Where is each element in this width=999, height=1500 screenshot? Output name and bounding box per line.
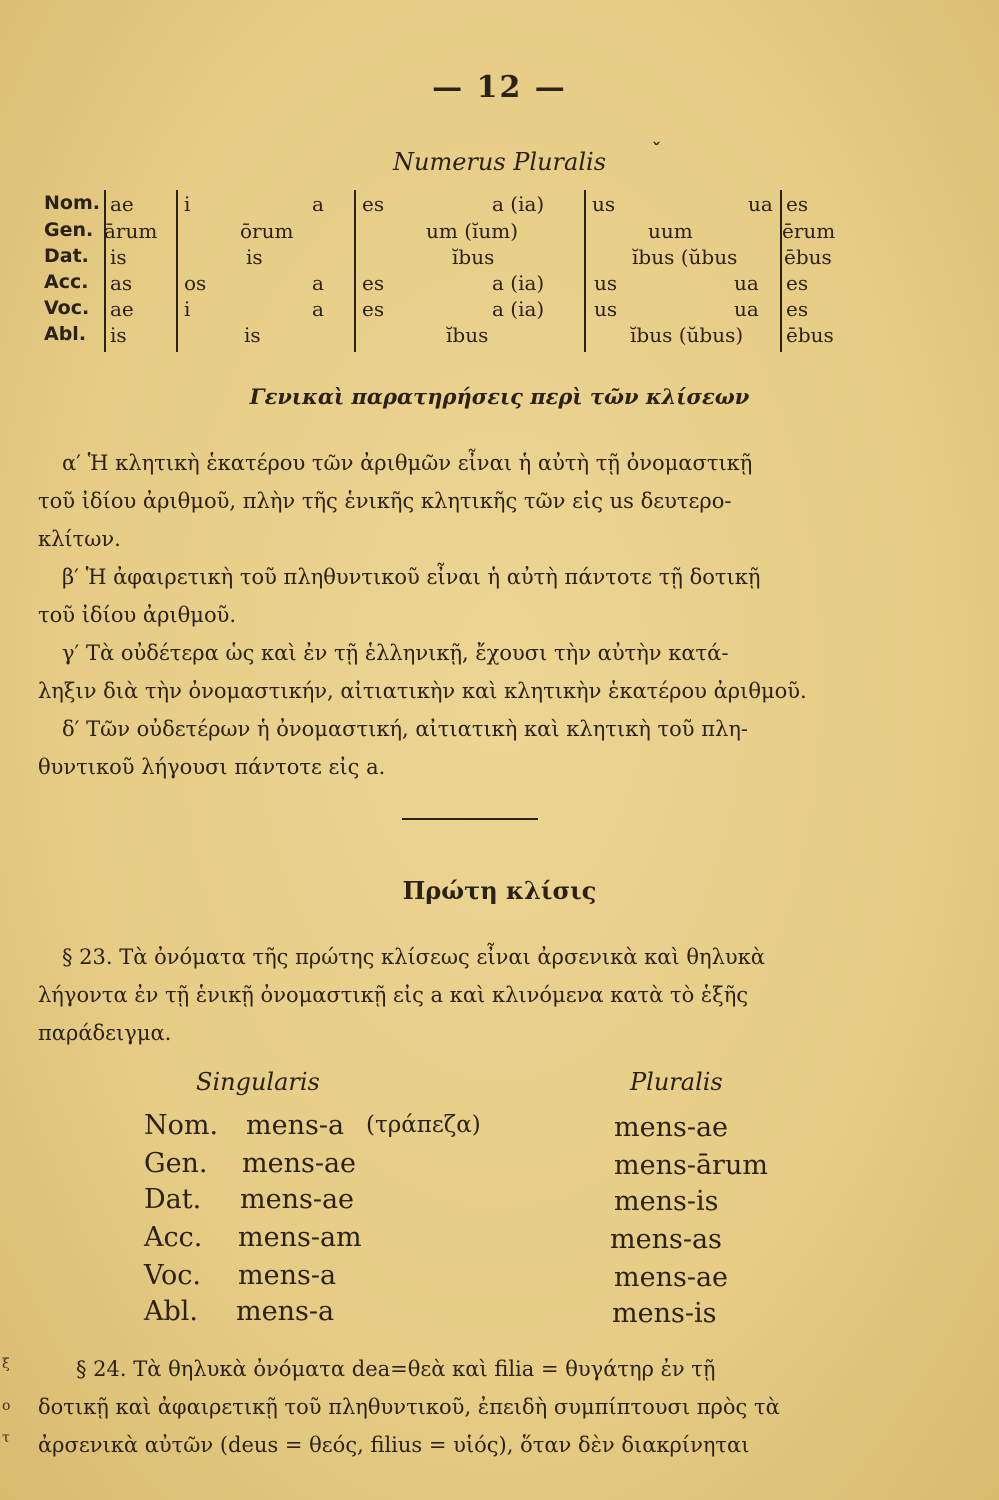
ending-cell: us [592, 192, 616, 216]
table-row [42, 323, 872, 349]
ending-cell: ua [734, 297, 759, 321]
text-line: γ′ Τὰ οὐδέτερα ὡς καὶ ἐν τῇ ἑλληνικῇ, ἔχουσι τὴν αὐτὴν κατά- [62, 641, 729, 665]
text-line: δ′ Τῶν οὐδετέρων ἡ ὀνομαστική, αἰτιατικὴ καὶ κλητικὴ τοῦ πλη- [62, 717, 749, 741]
ending-cell: i [184, 192, 191, 216]
ending-cell: es [362, 271, 385, 295]
ending-cell: is [244, 323, 261, 347]
ending-cell: es [362, 297, 385, 321]
paradigm-plural: mens-is [612, 1298, 717, 1329]
ending-cell: ārum [104, 219, 158, 243]
ending-cell: os [184, 271, 207, 295]
text-line: § 24. Τὰ θηλυκὰ ὀνόματα dea=θεὰ καὶ filia = θυγάτηρ ἐν τῇ [76, 1357, 716, 1381]
remark-alpha [38, 444, 888, 558]
paradigm-case: Nom. [144, 1110, 219, 1141]
text-line: παράδειγμα. [38, 1021, 172, 1045]
edge-mark: ο [2, 1398, 11, 1414]
paradigm-singular: mens-ae [240, 1184, 355, 1215]
ending-cell: is [110, 245, 127, 269]
paragraph-23 [38, 938, 888, 1052]
ending-cell: ōrum [240, 219, 294, 243]
paragraph-24 [38, 1350, 888, 1464]
remark-gamma [38, 634, 888, 710]
declension-table [42, 192, 872, 352]
ending-cell: uum [648, 219, 693, 243]
text-line: δοτικῇ καὶ ἀφαιρετικῇ τοῦ πληθυντικοῦ, ἐπειδὴ συμπίπτουσι πρὸς τὰ [38, 1395, 780, 1419]
ending-cell: as [110, 271, 133, 295]
edge-mark: τ [2, 1430, 10, 1446]
ending-cell: is [246, 245, 263, 269]
ending-cell: i [184, 297, 191, 321]
ending-cell: ua [734, 271, 759, 295]
ending-cell: a (ia) [492, 297, 545, 321]
ending-cell: ĭbus (ŭbus [632, 245, 738, 269]
paradigm-singular: mens-ae [242, 1148, 357, 1179]
text-line: λήγοντα ἐν τῇ ἑνικῇ ὀνομαστικῇ εἰς a καὶ κλινόμενα κατὰ τὸ ἑξῆς [38, 983, 749, 1007]
paradigm-plural: mens-as [610, 1224, 722, 1255]
text-line: τοῦ ἰδίου ἀριθμοῦ, πλὴν τῆς ἑνικῆς κλητικῆς τῶν εἰς us δευτερο- [38, 489, 732, 513]
ending-cell: is [110, 323, 127, 347]
remark-beta [38, 558, 888, 634]
paradigm-plural: mens-ārum [614, 1150, 768, 1181]
ending-cell: a (ia) [492, 192, 545, 216]
text-line: τοῦ ἰδίου ἀριθμοῦ. [38, 603, 237, 627]
plural-heading: Pluralis [630, 1068, 723, 1096]
ending-cell: um (ĭum) [426, 219, 519, 243]
case-label: Nom. [44, 192, 100, 214]
case-label: Gen. [44, 219, 94, 241]
section-title: Πρώτη κλίσις [402, 876, 597, 905]
section-divider [402, 818, 538, 820]
case-label: Voc. [44, 297, 90, 319]
text-line: § 23. Τὰ ὀνόματα τῆς πρώτης κλίσεως εἶναι ἀρσενικὰ καὶ θηλυκὰ [62, 945, 765, 969]
ending-cell: es [786, 271, 809, 295]
ending-cell: ēbus [784, 245, 832, 269]
ending-cell: es [362, 192, 385, 216]
ending-cell: ua [748, 192, 773, 216]
case-label: Abl. [44, 323, 87, 345]
ending-cell: ēbus [786, 323, 834, 347]
table-row [42, 192, 872, 218]
text-line: ληξιν διὰ τὴν ὀνομαστικήν, αἰτιατικὴν καὶ κλητικὴν ἑκατέρου ἀριθμοῦ. [38, 679, 807, 703]
paradigm-singular: mens-a [236, 1296, 335, 1327]
ending-cell: ĭbus [446, 323, 489, 347]
ending-cell: ae [110, 192, 134, 216]
ending-cell: a (ia) [492, 271, 545, 295]
table-row [42, 271, 872, 297]
case-label: Acc. [44, 271, 89, 293]
paradigm-case: Acc. [144, 1222, 203, 1253]
edge-mark: ξ [2, 1356, 10, 1372]
plural-title: Numerus Pluralis [392, 148, 607, 176]
ending-cell: es [786, 297, 809, 321]
ending-cell: ĭbus [452, 245, 495, 269]
text-line: α′ Ἡ κλητικὴ ἑκατέρου τῶν ἀριθμῶν εἶναι ἡ αὐτὴ τῇ ὀνομαστικῇ [62, 451, 753, 475]
ending-cell: es [786, 192, 809, 216]
caret-mark: ˇ [652, 140, 661, 161]
paradigm-plural: mens-ae [614, 1262, 729, 1293]
case-label: Dat. [44, 245, 89, 267]
paradigm-singular: mens-a [246, 1110, 345, 1141]
ending-cell: a [312, 297, 324, 321]
paradigm-case: Abl. [144, 1296, 198, 1327]
paradigm-case: Voc. [144, 1260, 201, 1291]
table-row [42, 297, 872, 323]
paradigm-case: Dat. [144, 1184, 202, 1215]
table-row [42, 245, 872, 271]
singular-heading: Singularis [196, 1068, 320, 1096]
paradigm-plural: mens-is [614, 1186, 719, 1217]
paradigm-singular: mens-am [238, 1222, 362, 1253]
paradigm-gloss: (τράπεζα) [366, 1112, 481, 1138]
ending-cell: ae [110, 297, 134, 321]
text-line: θυντικοῦ λήγουσι πάντοτε εἰς a. [38, 755, 386, 779]
ending-cell: ērum [782, 219, 836, 243]
ending-cell: us [594, 271, 618, 295]
general-remarks-title: Γενικαὶ παρατηρήσεις περὶ τῶν κλίσεων [249, 384, 750, 409]
table-row [42, 219, 872, 245]
paradigm-singular: mens-a [238, 1260, 337, 1291]
ending-cell: us [594, 297, 618, 321]
page-number: — 12 — [432, 70, 567, 105]
remark-delta [38, 710, 888, 786]
paradigm-case: Gen. [144, 1148, 208, 1179]
ending-cell: ĭbus (ŭbus) [630, 323, 744, 347]
paradigm-plural: mens-ae [614, 1112, 729, 1143]
text-line: ἀρσενικὰ αὐτῶν (deus = θεός, filius = υἱός), ὅταν δὲν διακρίνηται [38, 1433, 750, 1457]
text-line: β′ Ἡ ἀφαιρετικὴ τοῦ πληθυντικοῦ εἶναι ἡ αὐτὴ πάντοτε τῇ δοτικῇ [62, 565, 761, 589]
ending-cell: a [312, 192, 324, 216]
ending-cell: a [312, 271, 324, 295]
text-line: κλίτων. [38, 527, 121, 551]
